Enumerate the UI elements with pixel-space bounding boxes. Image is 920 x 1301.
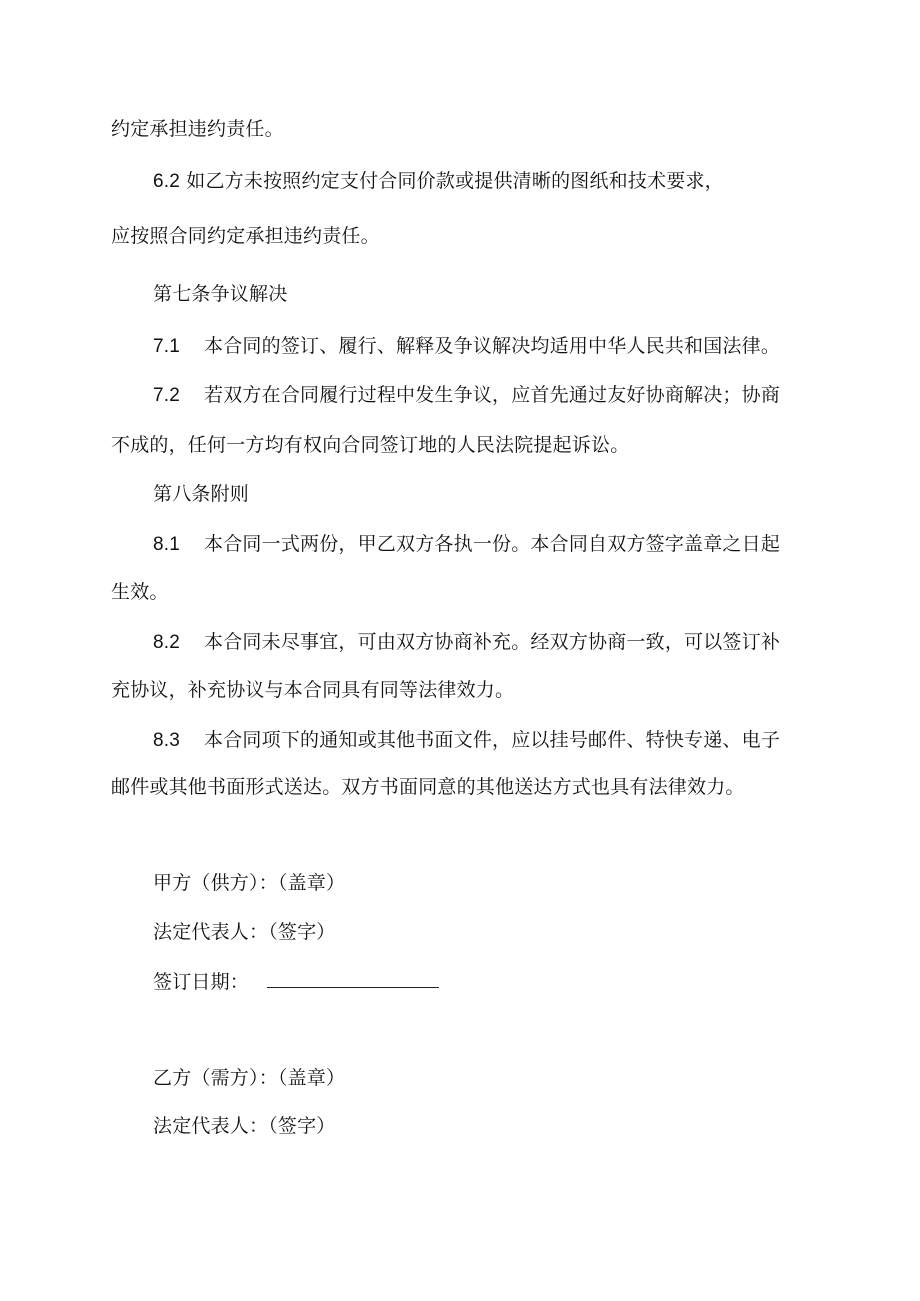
clause-number: 8.3 xyxy=(153,730,181,751)
clause-text: 本合同项下的通知或其他书面文件，应以挂号邮件、特快专递、电子 xyxy=(204,729,781,751)
clause-number: 8.2 xyxy=(153,632,181,653)
clause-8-2-line2: 充协议，补充协议与本合同具有同等法律效力。 xyxy=(111,679,515,701)
clause-text: 若双方在合同履行过程中发生争议，应首先通过友好协商解决；协商 xyxy=(204,384,781,406)
clause-text: 本合同未尽事宜，可由双方协商补充。经双方协商一致，可以签订补 xyxy=(204,631,781,653)
clause-text: 本合同的签订、履行、解释及争议解决均适用中华人民共和国法律。 xyxy=(204,335,781,357)
clause-8-2-line1 xyxy=(153,628,780,657)
clause-6-1-end: 约定承担违约责任。 xyxy=(111,118,284,140)
clause-7-2-line2: 不成的，任何一方均有权向合同签订地的人民法院提起诉讼。 xyxy=(111,434,630,456)
date-label: 签订日期： xyxy=(153,971,250,993)
clause-text: 如乙方未按照约定支付合同价款或提供清晰的图纸和技术要求， xyxy=(186,170,724,192)
clause-8-1-line2: 生效。 xyxy=(111,581,169,603)
party-a-representative: 法定代表人：（签字） xyxy=(153,921,336,943)
clause-8-1-line1 xyxy=(153,530,780,559)
clause-number: 6.2 xyxy=(153,171,181,192)
party-b-representative: 法定代表人：（签字） xyxy=(153,1115,336,1137)
clause-number: 7.1 xyxy=(153,336,181,357)
clause-8-3-line1 xyxy=(153,726,780,755)
clause-number: 8.1 xyxy=(153,534,181,555)
date-blank-line xyxy=(267,967,439,988)
clause-number: 7.2 xyxy=(153,385,181,406)
article-7-title: 第七条争议解决 xyxy=(153,283,288,305)
clause-6-2-line2: 应按照合同约定承担违约责任。 xyxy=(111,225,380,247)
clause-text: 本合同一式两份，甲乙双方各执一份。本合同自双方签字盖章之日起 xyxy=(204,533,781,555)
clause-7-2-line1 xyxy=(153,381,780,410)
party-a-label: 甲方（供方）：（盖章） xyxy=(153,872,346,894)
clause-6-2-line1 xyxy=(153,167,724,196)
article-8-title: 第八条附则 xyxy=(153,483,250,505)
clause-8-3-line2: 邮件或其他书面形式送达。双方书面同意的其他送达方式也具有法律效力。 xyxy=(111,776,745,798)
party-a-date xyxy=(153,967,439,996)
clause-7-1-line1 xyxy=(153,332,780,361)
party-b-label: 乙方（需方）：（盖章） xyxy=(153,1067,346,1089)
